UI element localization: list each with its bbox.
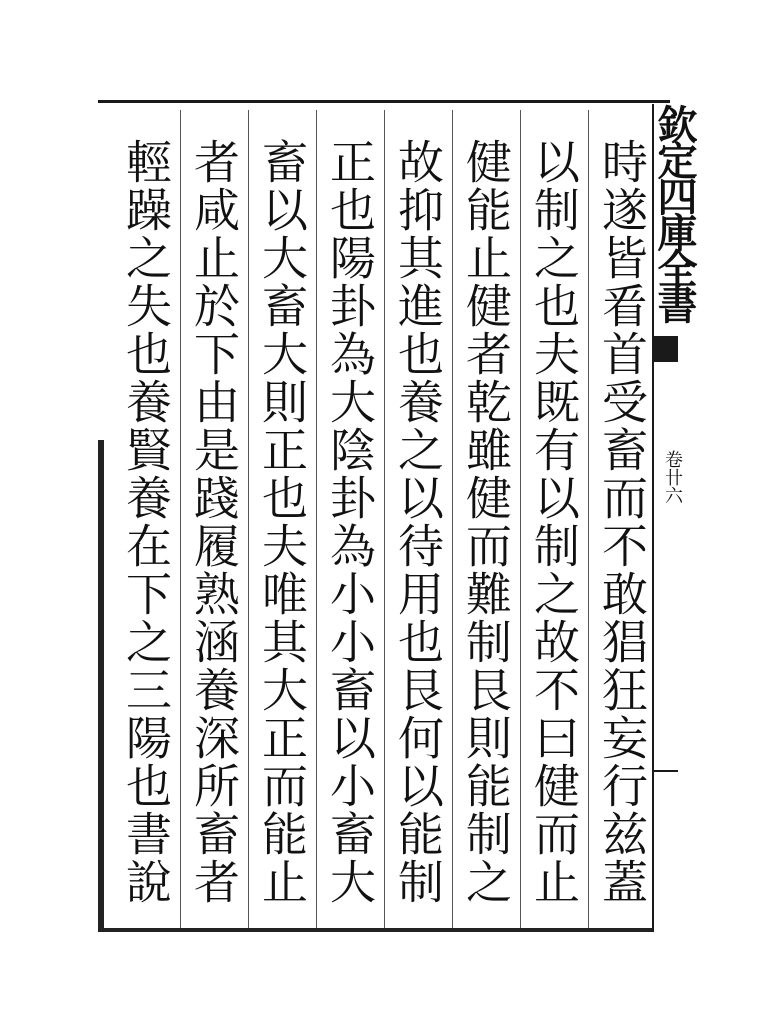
- text-column: 故抑其進也養之以待用也艮何以能制: [391, 138, 445, 906]
- text-column: 正也陽卦為大陰卦為小小畜以小畜大: [323, 138, 377, 906]
- column-divider: [588, 110, 589, 928]
- fishtail-mark: [652, 336, 678, 362]
- column-divider: [248, 110, 249, 928]
- text-column: 時遂皆㸔首受畜而不敢猖狂妄行兹蓋: [595, 138, 649, 906]
- column-divider: [452, 110, 453, 928]
- column-divider: [384, 110, 385, 928]
- text-column: 者咸止於下由是踐履熟涵養深所畜者: [187, 138, 241, 906]
- column-divider: [316, 110, 317, 928]
- bottom-border: [98, 928, 652, 932]
- volume-label: 卷卄六: [662, 450, 683, 504]
- text-column: 輕躁之失也養賢養在下之三陽也書說: [119, 138, 173, 906]
- margin-rule: [652, 770, 678, 772]
- book-title: 欽定四庫全書: [651, 104, 698, 320]
- column-divider: [180, 110, 181, 928]
- text-column: 健能止健者乾雖健而難制艮則能制之: [459, 138, 513, 906]
- left-border: [98, 440, 104, 932]
- text-column: 以制之也夫既有以制之故不曰健而止: [527, 138, 581, 906]
- text-column: 畜以大畜大則正也夫唯其大正而能止: [255, 138, 309, 906]
- column-divider: [520, 110, 521, 928]
